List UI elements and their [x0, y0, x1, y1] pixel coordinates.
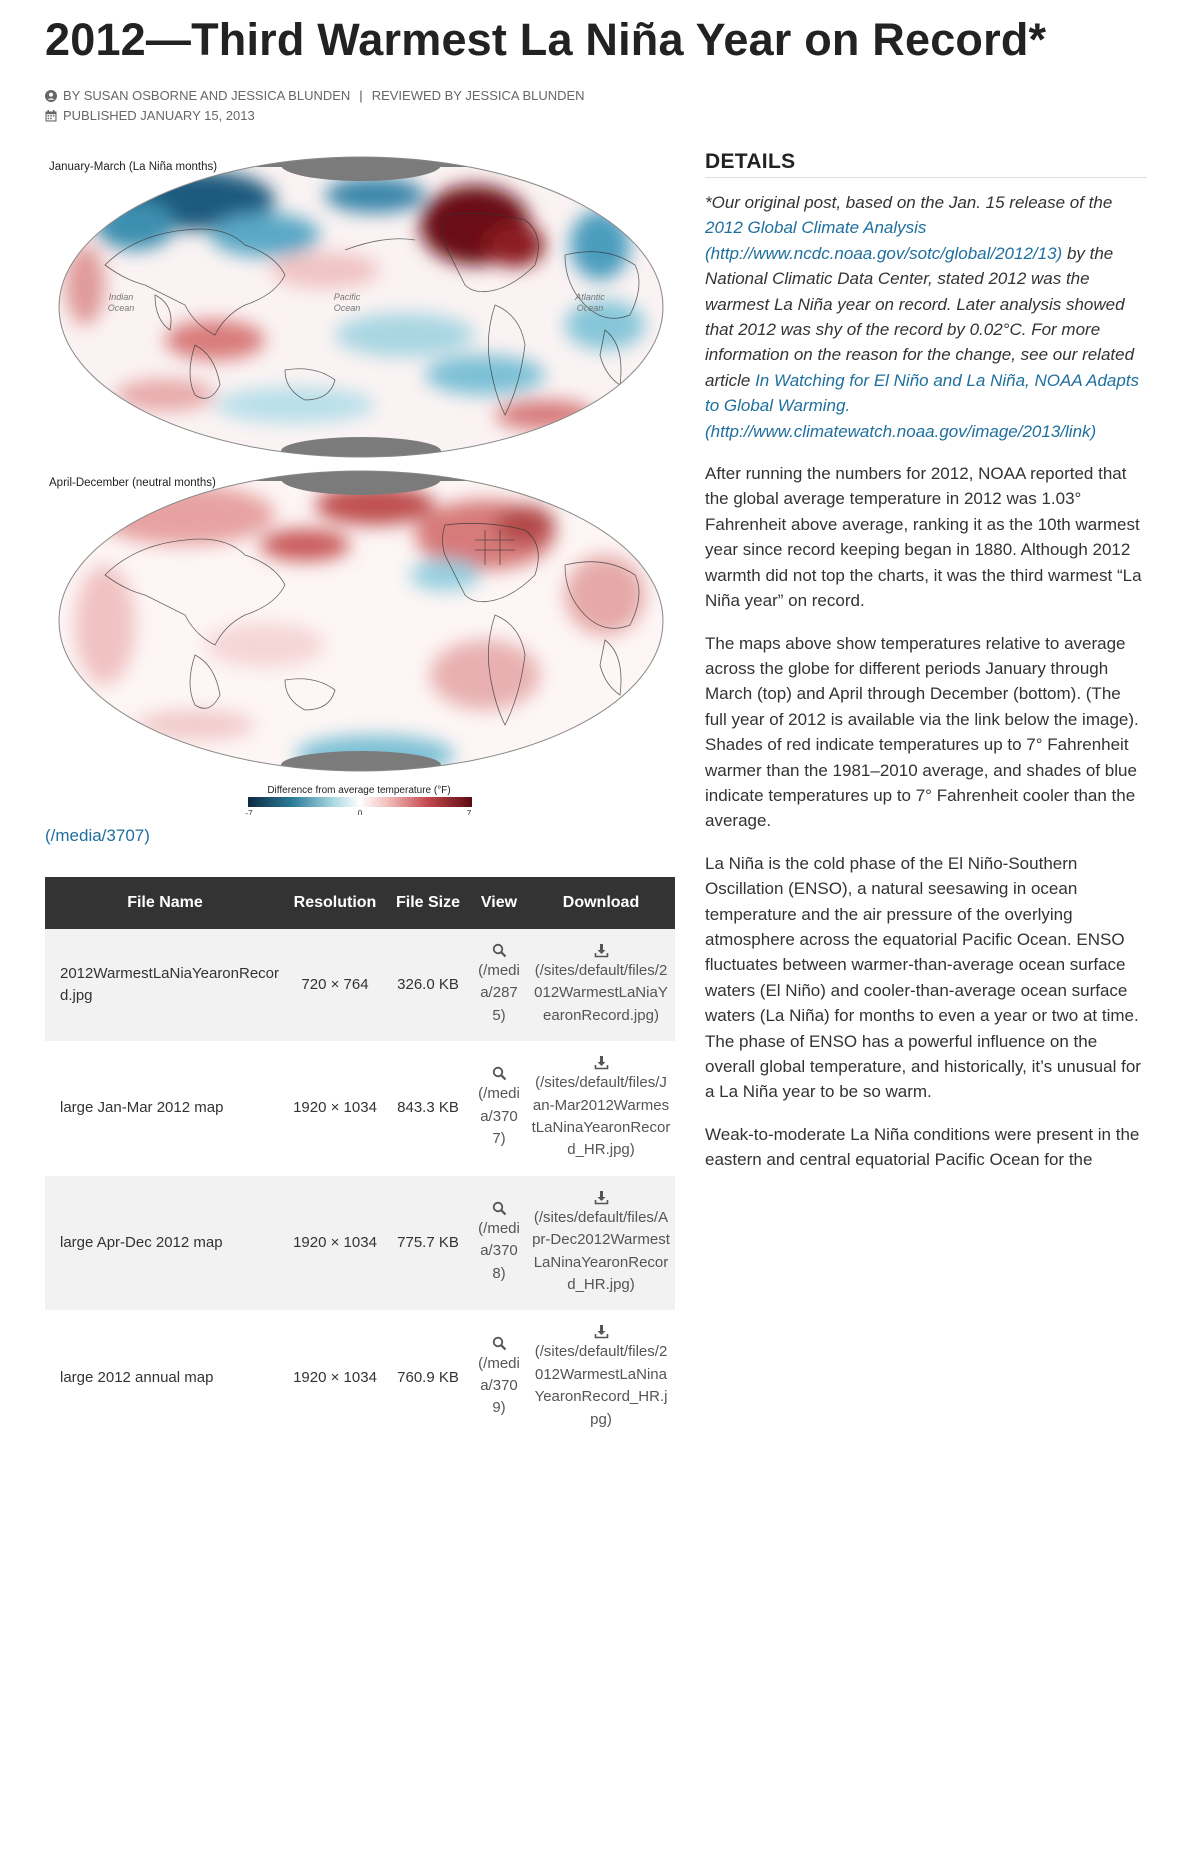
view-link[interactable]: (/media/3707) [471, 1041, 527, 1176]
indian-ocean-label-1: Indian [108, 292, 134, 302]
details-intro: *Our original post, based on the Jan. 15 release of the 2012 Global Climate Analysis (http://www.ncdc.noaa.gov/sotc/global/2012/13) by the National Climatic Data Center, stated 2012 was the warmest La Niña year on record. Later analysis showed that 2012 was shy of the record by 0.02°C. For more information on the reason for the change, see our related article In Watching for El Niño and La Niña, NOAA Adapts to Global Warming. (http://www.climatewatch.noaa.gov/image/2013/link) [705, 193, 1140, 441]
temperature-anomaly-maps[interactable] [45, 155, 675, 815]
top-map-label: January-March (La Niña months) [49, 161, 218, 173]
file-resolution: 1920 × 1034 [293, 1368, 377, 1386]
bottom-map-label: April-December (neutral months) [49, 477, 216, 489]
bottom-map [45, 463, 675, 779]
details-panel [705, 150, 1147, 1173]
details-paragraph: After running the numbers for 2012, NOAA reported that the global average temperature in 2012 was 1.03° Fahrenheit above average, ranking it as the 10th warmest year since record keeping began in 1880. Although 2012 warmth did not top the charts, it was the third warmest “La Niña year” on record. [705, 464, 1142, 611]
search-icon[interactable] [492, 943, 507, 958]
colorbar-tick-mid: 0 [357, 808, 363, 815]
global-climate-analysis-link[interactable]: 2012 Global Climate Analysis (http://www.ncdc.noaa.gov/sotc/global/2012/13) [705, 218, 1063, 263]
file-size: 760.9 KB [397, 1368, 459, 1386]
atlantic-ocean-label-2: Ocean [576, 303, 604, 313]
publish-date-text: PUBLISHED JANUARY 15, 2013 [63, 108, 255, 123]
file-resolution: 1920 × 1034 [293, 1099, 377, 1117]
meta-separator: | [359, 88, 363, 103]
details-paragraph: La Niña is the cold phase of the El Niño-Southern Oscillation (ENSO), a natural seesawing in ocean temperature and the air pressure of the overlying atmosphere across the equatorial Pacific Ocean. ENSO fluctuates between warmer-than-average ocean surface waters (El Niño) and cooler-than-average ocean surface waters (La Niña) for months to even a year or two at time. The phase of ENSO has a powerful influence on the overall global temperature, and historically, it’s unusual for a La Niña year to be so warm. [705, 853, 1141, 1102]
download-link[interactable]: (/sites/default/files/2012WarmestLaNinaYearonRecord_HR.jpg) [527, 1310, 675, 1445]
table-header-row [45, 877, 675, 929]
header-file-size: File Size [385, 877, 471, 929]
colorbar-title: Difference from average temperature (°F) [267, 785, 451, 796]
download-icon[interactable] [594, 1190, 609, 1205]
file-name: large Jan-Mar 2012 map [60, 1099, 224, 1117]
file-name: 2012WarmestLaNiaYearonRecord.jpg [45, 929, 285, 1041]
download-link[interactable]: (/sites/default/files/Jan-Mar2012WarmestLaNinaYearonRecord_HR.jpg) [527, 1041, 675, 1176]
calendar-icon [45, 110, 57, 122]
reviewer-text: REVIEWED BY JESSICA BLUNDEN [371, 88, 585, 103]
view-link[interactable]: (/media/3708) [471, 1176, 527, 1311]
download-link[interactable]: (/sites/default/files/Apr-Dec2012WarmestLaNinaYearonRecord_HR.jpg) [527, 1176, 675, 1311]
search-icon[interactable] [492, 1066, 507, 1081]
header-file-name: File Name [45, 877, 285, 929]
header-download: Download [527, 877, 675, 929]
details-paragraph: Weak-to-moderate La Niña conditions were present in the eastern and central equatorial Pacific Ocean for the [705, 1124, 1140, 1170]
download-icon[interactable] [594, 943, 609, 958]
download-icon[interactable] [594, 1324, 609, 1339]
colorbar [248, 797, 472, 807]
search-icon[interactable] [492, 1201, 507, 1216]
atlantic-ocean-label-1: Atlantic [575, 292, 605, 302]
details-heading: DETAILS [705, 150, 1147, 178]
page-title: 2012—Third Warmest La Niña Year on Record* [45, 14, 1047, 65]
table-row [45, 1176, 675, 1311]
files-table [45, 877, 675, 1445]
header-view: View [471, 877, 527, 929]
header-resolution: Resolution [285, 877, 385, 929]
table-row [45, 1310, 675, 1445]
file-size: 775.7 KB [385, 1176, 471, 1311]
watching-el-nino-link[interactable]: In Watching for El Niño and La Niña, NOAA Adapts to Global Warming. (http://www.climatewatch.noaa.gov/image/2013/link) [705, 370, 1140, 441]
view-link[interactable]: (/media/2875) [471, 929, 527, 1041]
pacific-ocean-label-1: Pacific [333, 292, 361, 302]
download-icon[interactable] [594, 1055, 609, 1070]
file-size: 326.0 KB [385, 929, 471, 1041]
file-resolution: 1920 × 1034 [285, 1176, 385, 1311]
user-icon [45, 90, 57, 102]
indian-ocean-label-2: Ocean [107, 303, 135, 313]
pacific-ocean-label-2: Ocean [333, 303, 361, 313]
download-link[interactable]: (/sites/default/files/2012WarmestLaNiaYearonRecord.jpg) [527, 929, 675, 1041]
table-row [45, 929, 675, 1041]
colorbar-tick-min: -7 [245, 808, 253, 815]
byline [45, 88, 585, 103]
file-name: large 2012 annual map [60, 1368, 214, 1386]
view-link[interactable]: (/media/3709) [471, 1310, 527, 1445]
colorbar-tick-max: 7 [466, 808, 472, 815]
search-icon[interactable] [492, 1336, 507, 1351]
publish-date [45, 108, 255, 123]
file-name: large Apr-Dec 2012 map [45, 1176, 285, 1311]
file-resolution: 720 × 764 [285, 929, 385, 1041]
details-paragraph: The maps above show temperatures relative to average across the globe for different periods January through March (top) and April through December (bottom). (The full year of 2012 is available via the link below the image). Shades of red indicate temperatures up to 7° Fahrenheit warmer than the 1981–2010 average, and shades of blue indicate temperatures up to 7° Fahrenheit cooler than the average. [705, 633, 1139, 831]
file-size: 843.3 KB [397, 1099, 459, 1117]
media-link[interactable]: (/media/3707) [45, 826, 150, 845]
top-map [45, 155, 675, 465]
table-row [45, 1041, 675, 1176]
author-text: BY SUSAN OSBORNE AND JESSICA BLUNDEN [63, 88, 351, 103]
details-viewport[interactable] [705, 0, 1147, 1188]
